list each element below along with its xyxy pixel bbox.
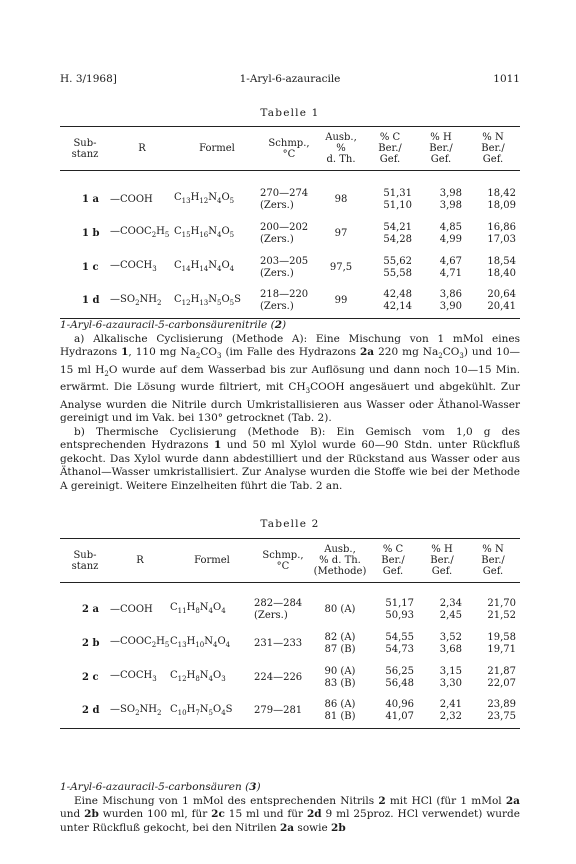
cell-schmp: 279—281 [254, 695, 312, 729]
cell-schmp: 203—205 (Zers.) [260, 255, 309, 279]
cell-carbon: 51,17 50,93 [385, 597, 414, 621]
th-substanz: Sub- stanz [60, 127, 110, 171]
section1 [60, 319, 520, 493]
cell-carbon: 51,31 51,10 [383, 187, 412, 211]
table-row [60, 695, 520, 729]
section2 [60, 781, 520, 835]
th-hydrogen: % H Ber./ Gef. [418, 539, 466, 583]
cell-nitrogen: 21,70 21,52 [487, 597, 516, 621]
cell-nitrogen: 21,87 22,07 [487, 665, 516, 689]
running-head [60, 73, 520, 87]
th-r: R [110, 539, 170, 583]
table-row [60, 627, 520, 661]
cell-formel: $C_{12}H_{13}N_5O_5S$ [174, 285, 260, 319]
page-number: 1011 [493, 73, 520, 85]
cell-r: $—COCH_3$ [110, 670, 157, 683]
table-row [60, 661, 520, 695]
cell-substanz: 2 a [82, 603, 99, 615]
table1 [60, 126, 520, 323]
th-formel: Formel [170, 539, 254, 583]
table-row [60, 217, 520, 251]
table-row [60, 183, 520, 217]
cell-formel: $C_{11}H_8N_4O_4$ [170, 602, 226, 615]
cell-carbon: 54,55 54,73 [385, 631, 414, 655]
cell-substanz: 1 a [82, 193, 99, 205]
table2-header-row [60, 539, 520, 583]
cell-schmp: 200—202 (Zers.) [260, 221, 309, 245]
cell-nitrogen: 19,58 19,71 [487, 631, 516, 655]
cell-substanz: 2 c [82, 671, 99, 683]
th-ausbeute: Ausb., % d. Th. [318, 127, 364, 171]
method-b-paragraph: b) Thermische Cyclisierung (Methode B): Ein Gemisch vom 1,0 g des entsprechenden Hydrazons 1 und 50 ml Xylol wurde 60—90 Stdn. unter Rückfluß gekocht. Das Xylol wurde dann abdestilliert und der Rückstand aus Wasser oder aus Äthanol—Wasser umkristallisiert. Zur Analyse wurden die Stoffe wie bei der Methode A gereinigt. Weitere Einzelheiten führt die Tab. 2 an. [60, 425, 521, 492]
cell-ausbeute: 82 (A) 87 (B) [324, 631, 356, 655]
th-carbon: % C Ber./ Gef. [364, 127, 416, 171]
cell-hydrogen: 2,41 2,32 [418, 695, 466, 729]
cell-carbon: 54,21 54,28 [383, 221, 412, 245]
cell-formel: $C_{15}H_{16}N_4O_5$ [174, 226, 235, 239]
cell-hydrogen: 3,15 3,30 [439, 665, 462, 689]
cell-ausbeute: 90 (A) 83 (B) [324, 665, 356, 689]
cell-formel: $C_{13}H_{12}N_4O_5$ [174, 192, 235, 205]
cell-formel: $C_{12}H_8N_4O_3$ [170, 670, 226, 683]
cell-substanz: 1 b [82, 227, 100, 239]
method-a-paragraph: a) Alkalische Cyclisierung (Methode A): Eine Mischung von 1 mMol eines Hydrazons 1, 110 mg $Na_2CO_3$ (im Falle des Hydrazons 2a 220 mg $Na_2CO_3$) und 10—15 ml $H_2O$ wurde auf dem Wasserbad bis zur Auflösung und dann noch 10—15 Min. erwärmt. Die Lösung wurde filtriert, mit $CH_3COOH$ angesäuert und abgekühlt. Zur Analyse wurden die Nitrile durch Umkristallisieren aus Wasser oder Äthanol-Wasser gereinigt und im Vak. bei 130° getrocknet (Tab. 2). [60, 332, 521, 425]
cell-substanz: 1 c [82, 261, 99, 273]
cell-r: $—COCH_3$ [110, 260, 157, 273]
cell-nitrogen: 23,89 23,75 [466, 695, 520, 729]
th-nitrogen: % N Ber./ Gef. [466, 539, 520, 583]
cell-ausbeute: 99 [318, 285, 364, 319]
cell-carbon: 55,62 55,58 [383, 255, 412, 279]
cell-ausbeute: 98 [334, 193, 348, 205]
th-hydrogen: % H Ber./ Gef. [416, 127, 466, 171]
th-r: R [110, 127, 174, 171]
th-schmp: Schmp., °C [260, 127, 318, 171]
cell-nitrogen: 16,86 17,03 [487, 221, 516, 245]
table2 [60, 538, 520, 733]
cell-schmp: 224—226 [254, 671, 303, 683]
cell-nitrogen: 18,42 18,09 [487, 187, 516, 211]
table-row [60, 251, 520, 285]
cell-hydrogen: 3,52 3,68 [439, 631, 462, 655]
table-row [60, 285, 520, 319]
cell-r: $—SO_2NH_2$ [110, 695, 170, 729]
cell-r: $—COOC_2H_5$ [110, 226, 170, 239]
cell-hydrogen: 3,86 3,90 [416, 285, 466, 319]
cell-carbon: 40,96 41,07 [368, 695, 418, 729]
cell-schmp: 231—233 [254, 637, 303, 649]
cell-hydrogen: 4,67 4,71 [439, 255, 462, 279]
table1-header-row [60, 127, 520, 171]
cell-r: $—COOC_2H_5$ [110, 636, 170, 649]
section2-heading: 1-Aryl-6-azauracil-5-carbonsäuren (3) [60, 781, 261, 793]
cell-hydrogen: 3,98 3,98 [439, 187, 462, 211]
th-nitrogen: % N Ber./ Gef. [466, 127, 520, 171]
acid-paragraph: Eine Mischung von 1 mMol des entsprechenden Nitrils 2 mit HCl (für 1 mMol 2a und 2b wurden 100 ml, für 2c 15 ml und für 2d 9 ml 25proz. HCl verwendet) wurde unter Rückfluß gekocht, bei den Nitrilen 2a sowie 2b [60, 794, 520, 834]
journal-issue: H. 3/1968] [60, 73, 117, 85]
cell-substanz: 2 b [82, 637, 100, 649]
cell-hydrogen: 4,85 4,99 [439, 221, 462, 245]
cell-nitrogen: 18,54 18,40 [487, 255, 516, 279]
cell-schmp: 282—284 (Zers.) [254, 597, 303, 621]
table1-caption: Tabelle 1 [260, 107, 320, 119]
running-title: 1-Aryl-6-azauracile [239, 73, 341, 85]
section1-heading: 1-Aryl-6-azauracil-5-carbonsäurenitrile (2) [60, 319, 287, 331]
table-row [60, 593, 520, 627]
cell-ausbeute: 97,5 [329, 261, 353, 273]
th-carbon: % C Ber./ Gef. [368, 539, 418, 583]
cell-formel: $C_{13}H_{10}N_4O_4$ [170, 636, 231, 649]
th-schmp: Schmp., °C [254, 539, 312, 583]
cell-ausbeute: 97 [334, 227, 348, 239]
cell-r: $—SO_2NH_2$ [110, 285, 174, 319]
table2-caption: Tabelle 2 [260, 518, 320, 530]
cell-schmp: 218—220 (Zers.) [260, 285, 318, 319]
cell-r: —COOH [110, 603, 153, 615]
cell-nitrogen: 20,64 20,41 [466, 285, 520, 319]
th-formel: Formel [174, 127, 260, 171]
cell-ausbeute: 86 (A) 81 (B) [312, 695, 368, 729]
cell-carbon: 56,25 56,48 [385, 665, 414, 689]
cell-substanz: 2 d [60, 695, 110, 729]
cell-r: —COOH [110, 193, 153, 205]
cell-carbon: 42,48 42,14 [364, 285, 416, 319]
cell-formel: $C_{14}H_{14}N_4O_4$ [174, 260, 235, 273]
th-substanz: Sub- stanz [60, 539, 110, 583]
cell-formel: $C_{10}H_7N_5O_4S$ [170, 695, 254, 729]
cell-schmp: 270—274 (Zers.) [260, 187, 309, 211]
cell-substanz: 1 d [60, 285, 110, 319]
th-ausbeute: Ausb., % d. Th. (Methode) [312, 539, 368, 583]
cell-hydrogen: 2,34 2,45 [439, 597, 462, 621]
cell-ausbeute: 80 (A) [324, 603, 356, 615]
